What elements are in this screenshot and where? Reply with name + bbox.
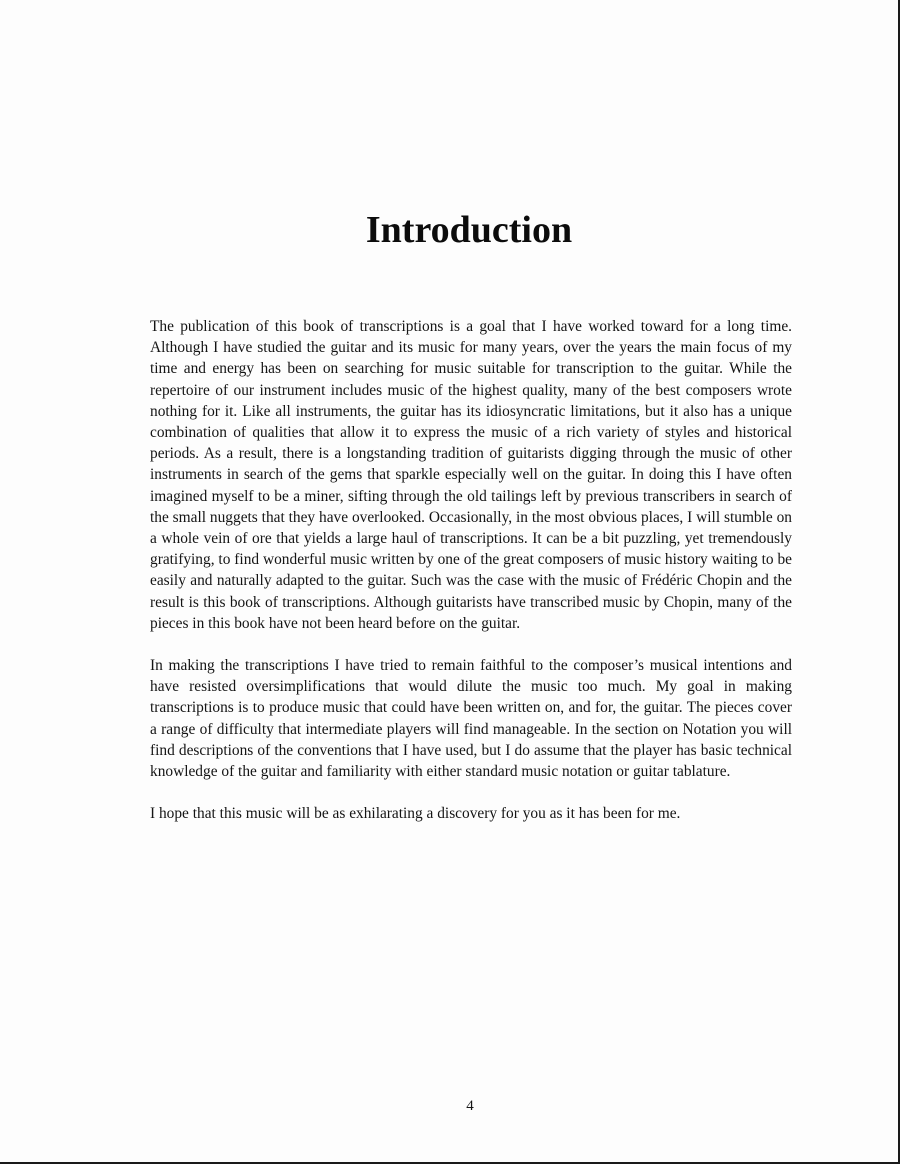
body-text (150, 316, 792, 824)
page-title: Introduction (365, 209, 573, 251)
paragraph-3: I hope that this music will be as exhilarating a discovery for you as it has been for me. (150, 805, 681, 823)
paragraph-1: The publication of this book of transcriptions is a goal that I have worked toward for a long time. Although I have studied the guitar and its music for many years, over the years the main focus of my time and energy has been on searching for music suitable for transcription to the guitar. While the repertoire of our instrument includes music of the highest quality, many of the best composers wrote nothing for it. Like all instruments, the guitar has its idiosyncratic limitations, but it also has a unique combination of qualities that allow it to express the music of a rich variety of styles and historical periods. As a result, there is a longstanding tradition of guitarists digging through the music of other instruments in search of the gems that sparkle especially well on the guitar. In doing this I have often imagined myself to be a miner, sifting through the old tailings left by previous transcribers in search of the small nuggets that they have overlooked. Occasionally, in the most obvious places, I will stumble on a whole vein of ore that yields a large haul of transcriptions. It can be a bit puzzling, yet tremendously gratifying, to find wonderful music written by one of the great composers of music history waiting to be easily and naturally adapted to the guitar. Such was the case with the music of Frédéric Chopin and the result is this book of transcriptions. Although guitarists have transcribed music by Chopin, many of the pieces in this book have not been heard before on the guitar. (150, 318, 792, 632)
page-number: 4 (466, 1098, 474, 1114)
paragraph-2: In making the transcriptions I have tried to remain faithful to the composer’s musical intentions and have resisted oversimplifications that would dilute the music too much. My goal in making transcriptions is to produce music that could have been written on, and for, the guitar. The pieces cover a range of difficulty that intermediate players will find manageable. In the section on Notation you will find descriptions of the conventions that I have used, but I do assume that the player has basic technical knowledge of the guitar and familiarity with either standard music notation or guitar tablature. (150, 657, 792, 781)
